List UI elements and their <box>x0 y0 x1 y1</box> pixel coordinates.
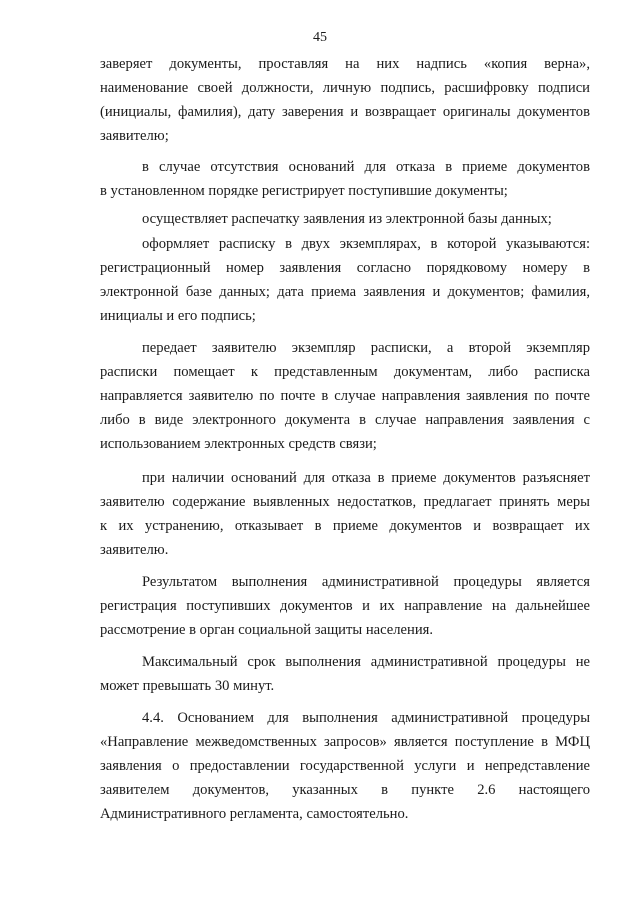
text-line: при наличии оснований для отказа в приеме документов разъясняет <box>142 470 590 486</box>
text-line: наименование своей должности, личную подпись, расшифровку подписи <box>100 80 590 96</box>
text-line: заявления о предоставлении государственной услуги и непредставление <box>100 758 590 774</box>
text-line: оформляет расписку в двух экземплярах, в которой указываются: <box>142 236 590 252</box>
text-line: либо в виде электронного документа в случае направления заявления с <box>100 412 590 428</box>
text-line: направляется заявителю по почте в случае направления заявления по почте <box>100 388 590 404</box>
text-line: Административного регламента, самостоятельно. <box>100 806 409 822</box>
paragraph-1 <box>100 52 590 148</box>
text-line: расписки помещает к представленным документам, либо расписка <box>100 364 590 380</box>
text-line: заявителю; <box>100 128 169 144</box>
paragraph-7 <box>100 570 590 642</box>
text-line: (инициалы, фамилия), дату заверения и возвращает оригиналы документов <box>100 104 590 120</box>
text-line: заявителю. <box>100 542 169 558</box>
text-line: использованием электронных средств связи; <box>100 436 377 452</box>
text-line: электронной базе данных; дата приема заявления и документов; фамилия, <box>100 284 590 300</box>
paragraph-2 <box>100 155 590 203</box>
paragraph-4 <box>100 232 590 328</box>
text-line: Результатом выполнения административной процедуры является <box>142 574 590 590</box>
text-line: заверяет документы, проставляя на них надпись «копия верна», <box>100 56 590 72</box>
paragraph-6 <box>100 466 590 562</box>
text-line: в установленном порядке регистрирует поступившие документы; <box>100 183 508 199</box>
text-line: 4.4. Основанием для выполнения административной процедуры <box>142 710 590 726</box>
text-line: рассмотрение в орган социальной защиты населения. <box>100 622 433 638</box>
paragraph-9 <box>100 706 590 826</box>
text-line: Максимальный срок выполнения административной процедуры не <box>142 654 590 670</box>
text-line: инициалы и его подпись; <box>100 308 256 324</box>
text-line: может превышать 30 минут. <box>100 678 275 694</box>
text-line: регистрация поступивших документов и их направление на дальнейшее <box>100 598 590 614</box>
text-line: в случае отсутствия оснований для отказа в приеме документов <box>142 159 590 175</box>
paragraph-5 <box>100 336 590 456</box>
paragraph-8 <box>100 650 590 698</box>
paragraph-3 <box>100 207 590 231</box>
text-line: регистрационный номер заявления согласно порядковому номеру в <box>100 260 590 276</box>
text-line: к их устранению, отказывает в приеме документов и возвращает их <box>100 518 590 534</box>
text-line: передает заявителю экземпляр расписки, а второй экземпляр <box>142 340 590 356</box>
text-line: осуществляет распечатку заявления из электронной базы данных; <box>142 211 552 227</box>
text-line: «Направление межведомственных запросов» является поступление в МФЦ <box>100 734 590 750</box>
text-line: заявителем документов, указанных в пункте 2.6 настоящего <box>100 782 590 798</box>
text-line: заявителю содержание выявленных недостатков, предлагает принять меры <box>100 494 590 510</box>
page-number: 45 <box>313 30 327 45</box>
